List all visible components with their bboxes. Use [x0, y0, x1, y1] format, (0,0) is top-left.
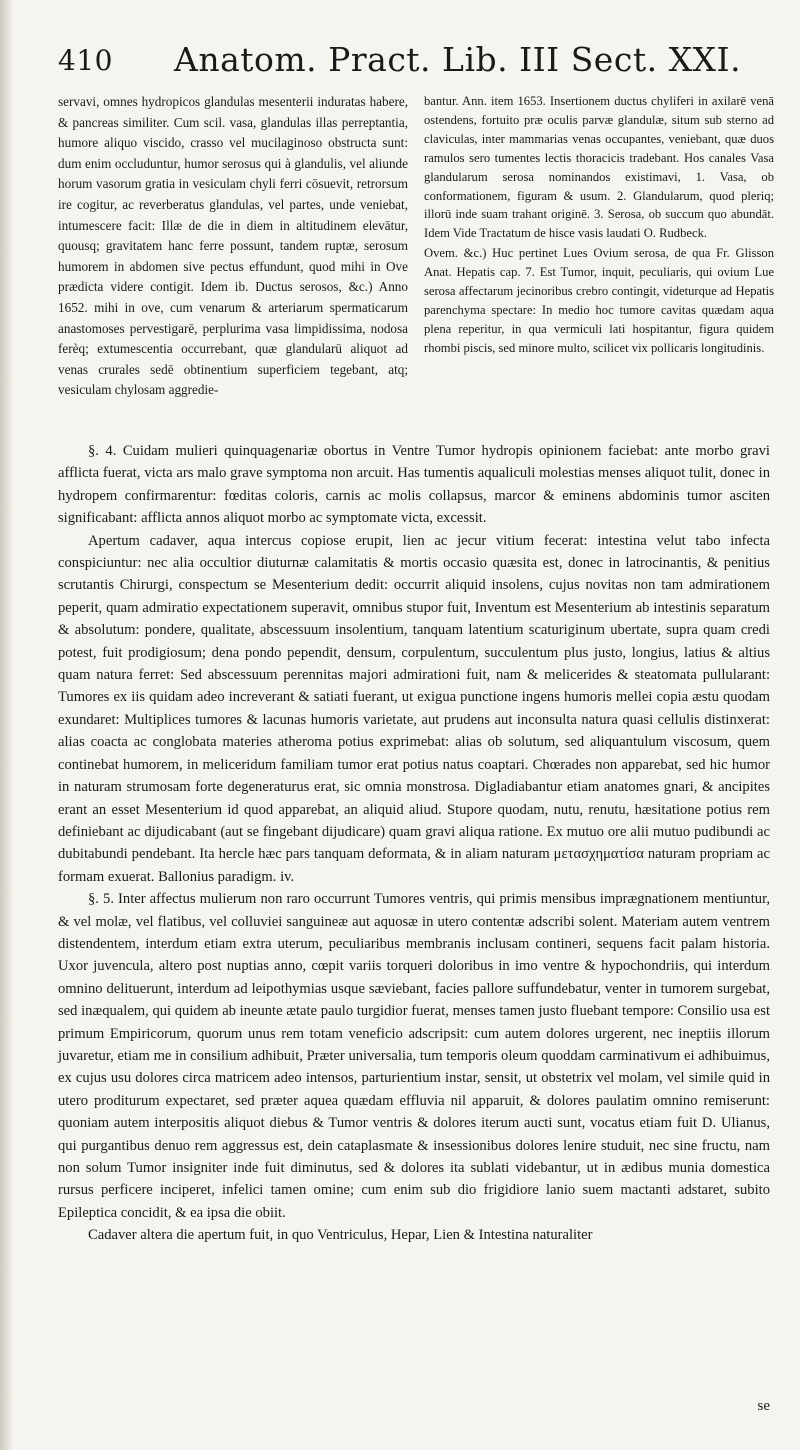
main-text [58, 440, 770, 1247]
running-title: Anatom. Pract. Lib. III Sect. XXI. [174, 40, 742, 79]
page-number: 410 [58, 44, 113, 77]
left-column [58, 92, 408, 401]
right-column [424, 92, 774, 358]
section-5-paragraph: §. 5. Inter affectus mulierum non raro occurrunt Tumores ventris, qui primis mensibus imprægnationem mentiuntur, & vel molæ, vel flatibus, vel colluviei sanguineæ aut aquosæ in utero contentæ adscribi solent. Materiam autem ventrem distendentem, interdum etiam extra uterum, peculiaribus membranis inclusam contineri, sequens facit palam historia. Uxor juvencula, altero post nuptias anno, cœpit variis torqueri doloribus in imo ventre & hypochondriis, qui interdum omnino delituerunt, interdum ad leipothymias usque sæviebant, facies pallore suffundebatur, venter in tumorem surgebat, sed inæqualem, qui quidem ab ineunte ætate paulo turgidior fuerat, menses tamen justo fluebant tempore: Consilio usa est primum Empiricorum, quorum unus rem totam veneficio adscripsit: cum autem dolores urgerent, nec ineptiis illorum juvaretur, etiam me in consilium adhibuit, Præter universalia, tum temporis oleum quoddam carminativum ei adhibuimus, ex cujus usu dolores circa matricem adeo intensos, parturientium instar, sensit, ut obstetrix vel molam, vel simile quid in utero proditurum expectaret, sed præter aquea quædam effluvia nil apparuit, & dolores paulatim omnino remiserunt: quoniam autem interpositis aliquot diebus & Tumor ventris & dolores iterum aucti sunt, vocatus etiam fuit D. Ulianus, qui purgantibus denuo rem aggressus est, dein cataplasmate & insessionibus dolores lenire studuit, nec sine fructu, nam non solum Tumor insigniter inde fuit diminutus, sed & dolores ita sublati videbantur, ut in ædibus munia domestica rursus perficere inciperet, infelici tamen omine; cum enim sub dio frigidiore lanio suem mactanti adstaret, subito Epileptica concidit, & ea ipsa die obiit. [58, 891, 770, 1221]
page-gutter-shadow [0, 0, 14, 1450]
catchword: se [757, 1398, 770, 1414]
right-column-paragraph-1: bantur. Ann. item 1653. Insertionem ductus chyliferi in axilarē venā ostendens, fortuito præ oculis parvæ glandulæ, situm sub sterno ad claviculas, inter mammarias venas occupantes, veniebant, quæ duos ramulos sero tumentes lectis thoracicis tradebant. Hos canales Vasa glandularum serosa nominandos existimavi, 1. Vasa, ob conformationem, figuram & usum. 2. Glandularum, quod pleriq; illorū inde suam trahant originē. 3. Serosa, ob succum quo abundāt. Idem Vide Tractatum de hisce vasis laudati O. Rudbeck. [424, 94, 774, 241]
left-column-text: servavi, omnes hydropicos glandulas mesenterii induratas habere, & pancreas similiter. Cum scil. vasa, glandulas illas perreptantia, humore aliquo viscido, crasso vel mucilaginoso obstructa sunt: dum enim occluduntur, humor serosus qui à glandulis, vel aliunde horum vasorum gratia in vesiculam chyli ferri cōsuevit, retrorsum ire cogitur, ac reverberatus glandulas, vel partes, unde veniebat, intumescere facit: Illæ de die in diem in altitudinem elevātur, quousq; gravitatem hanc ferre possunt, tandem ruptæ, serosum humorem in abdomen sive pectus effundunt, quod mihi in Ove prædicta videre contigit. Idem ib. Ductus serosos, &c.) Anno 1652. mihi in ove, cum venarum & arteriarum spermaticarum anastomoses pervestigarē, perplurima vasa limpidissima, nodosa ferèq; extumescentia occurrebant, quæ glandularū aliquot ad venas crurales sedē obtinentium superficiem tegebant, atq; vesiculam chylosam aggredie- [58, 94, 408, 398]
autopsy-paragraph: Apertum cadaver, aqua intercus copiose erupit, lien ac jecur vitium fecerat: intestina velut tabo infecta conspiciuntur: nec alia occultior diuturnæ calamitatis & mortis occasio quæsita est, donec in latrocinantis, & penitius scrutantis Chirurgi, conspectum se Mesenterium dedit: occurrit aliquid insolens, cujus novitas non tam admirationem peperit, quam admiratio expectationem superavit, omnibus stupor fuit, Inventum est Mesenterium ab intestinis separatum & absolutum: pondere, qualitate, abscessuum insolentium, tanquam latentium scaturiginum ubertate, supra quam credi potest, fuit prodigiosum; dena pondo pependit, densum, corpulentum, succulentum plus justo, longius, latius & altius quam natura ferret: Sed abscessuum perennitas majori admirationi fuit, nam & melicerides & steatomata pullularant: Tumores ex iis quidam adeo increverant & satiati fuerant, ut exigua punctione ingens humoris mellei copia æstu quodam exundaret: Multiplices tumores & lacunas humoris varietate, aut prudens aut inconsulta natura quasi cellulis distinxerat: alias coacta ac conglobata materies atheroma potius exprimebat: alias ob solutum, sed aliquantulum viscosum, quem continebat humorem, in meliceridum familiam tumor erat potius natus coaptari. Chœrades non apparebat, sed hic humor in naturam strumosam forte degeneraturus erat, sic omnia monstrosa. Digladiabantur etiam anatomes gnari, & ancipites erant an esset Mesenterium id quod apparebat, an aliquid aliud. Stupore quodam, nutu, renutu, hæsitatione potius rem definiebant ac dijudicabant (aut se fingebant dijudicare) quam gravi aliqua ratione. Ex mutuo ore alii mutuo pudibundi ac dubitabundi pendebant. Ita hercle hæc pars tanquam deformata, & in aliam naturam μετασχηματίσα naturam propriam ac formam exuerat. Ballonius paradigm. iv. [58, 532, 770, 885]
right-column-paragraph-2: Ovem. &c.) Huc pertinet Lues Ovium serosa, de qua Fr. Glisson Anat. Hepatis cap. 7. Est Tumor, inquit, peculiaris, qui ovium Lue serosa affectarum jecinoribus crebro contingit, videturque ad Hepatis parenchyma spectare: In medio hoc tumore cavitas quædam aqua plena reperitur, in qua vermiculi lati hospitantur, figura quidem rhombi piscis, sed minore multo, scilicet vix pollicaris longitudinis. [424, 246, 774, 355]
section-4-paragraph: §. 4. Cuidam mulieri quinquagenariæ obortus in Ventre Tumor hydropis opinionem faciebat: ante morbo gravi afflicta fuerat, victa ars malo grave symptoma non arcuit. Has tumentis aqualiculi molestias menses aliquot tulit, donec in hydropem confirmarentur: fœditas coloris, carnis ac molis collapsus, marcor & eminens abdominis tumor asciten significabant: afflicta annos aliquot morbo ac symptomate victa, excessit. [58, 443, 770, 527]
page-header [58, 40, 770, 88]
cadaver-paragraph: Cadaver altera die apertum fuit, in quo Ventriculus, Hepar, Lien & Intestina naturaliter [88, 1227, 593, 1244]
